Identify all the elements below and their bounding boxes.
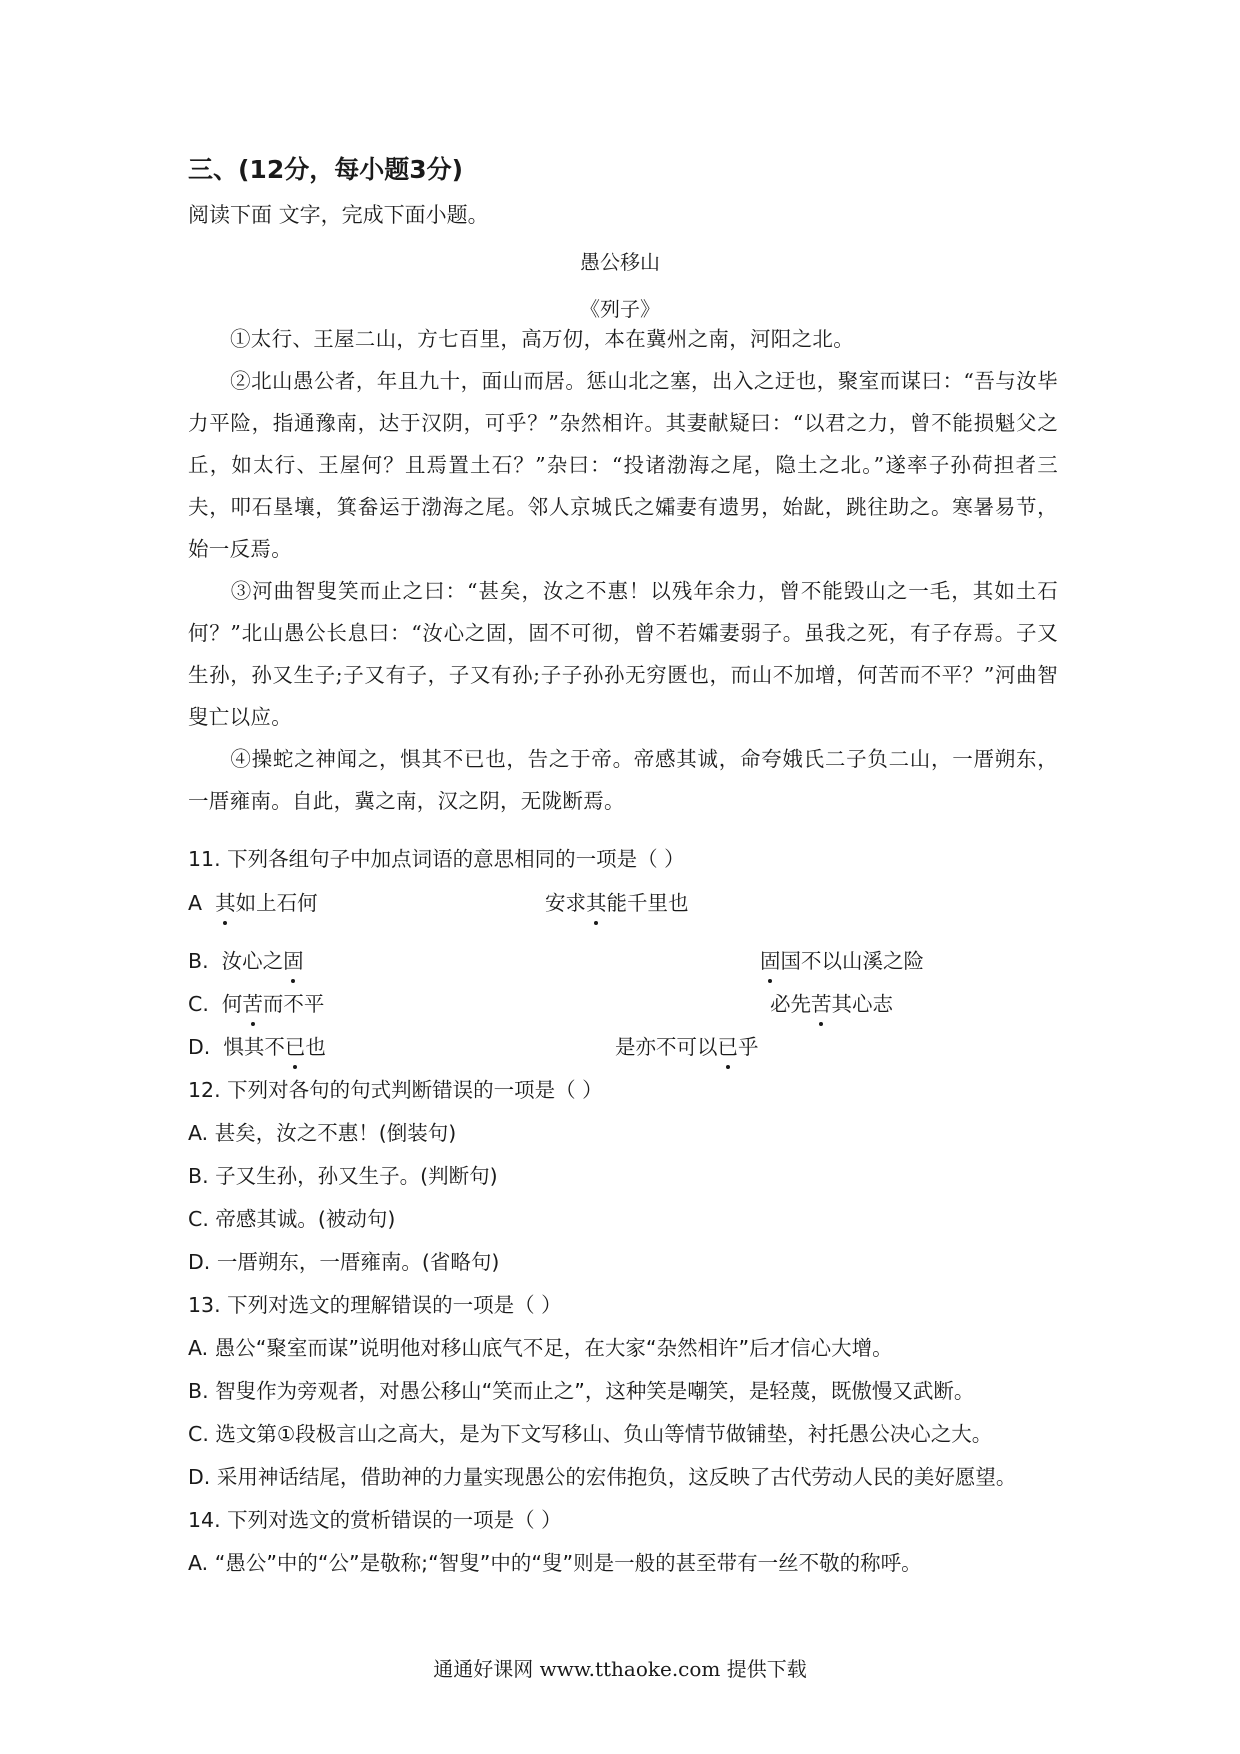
passage-paragraph-3: ③河曲智叟笑而止之曰：“甚矣，汝之不惠！以残年余力，曾不能毁山之一毛，其如土石何？”北山愚公长息曰：“汝心之固，固不可彻，曾不若孀妻弱子。虽我之死，有子存焉。子又生孙，孙又生子;子又有子，子又有孙;子子孙孙无穷匮也，而山不加增，何苦而不平？”河曲智叟亡以应。: [188, 579, 1058, 729]
q12-option-b: B. 子又生孙，孙又生子。(判断句): [188, 1164, 498, 1188]
q11-option-c-right: 必先苦其心志: [770, 987, 893, 1017]
q11-option-a-left: A 其如上石何: [188, 886, 318, 916]
question-11-stem: 11. 下列各组句子中加点词语的意思相同的一项是（ ）: [188, 847, 685, 871]
q11-option-d-right: 是亦不可以已乎: [615, 1030, 759, 1060]
passage-paragraph-2: ②北山愚公者，年且九十，面山而居。惩山北之塞，出入之迂也，聚室而谋曰：“吾与汝毕力平险，指通豫南，达于汉阴，可乎？”杂然相许。其妻献疑曰：“以君之力，曾不能损魁父之丘，如太行、王屋何？且焉置土石？”杂曰：“投诸渤海之尾，隐土之北。”遂率子孙荷担者三夫，叩石垦壤，箕畚运于渤海之尾。邻人京城氏之孀妻有遗男，始龀，跳往助之。寒暑易节，始一反焉。: [188, 369, 1058, 561]
reading-instruction: 阅读下面 文字，完成下面小题。: [188, 203, 489, 227]
passage-paragraph-1: ①太行、王屋二山，方七百里，高万仞，本在冀州之南，河阳之北。: [230, 327, 854, 351]
q11-option-c-left: C. 何苦而不平: [188, 987, 324, 1017]
section-heading: 三、(12分，每小题3分): [188, 155, 464, 184]
q13-option-d: D. 采用神话结尾，借助神的力量实现愚公的宏伟抱负，这反映了古代劳动人民的美好愿望。: [188, 1465, 1017, 1489]
q12-option-d: D. 一厝朔东，一厝雍南。(省略句): [188, 1250, 500, 1274]
q13-option-b: B. 智叟作为旁观者，对愚公移山“笑而止之”，这种笑是嘲笑，是轻蔑，既傲慢又武断。: [188, 1379, 975, 1403]
passage-paragraph-4: ④操蛇之神闻之，惧其不已也，告之于帝。帝感其诚，命夸娥氏二子负二山，一厝朔东，一厝雍南。自此，冀之南，汉之阴，无陇断焉。: [188, 747, 1058, 813]
q11-option-a-right: 安求其能千里也: [545, 886, 689, 916]
q12-option-a: A. 甚矣，汝之不惠！(倒装句): [188, 1121, 457, 1145]
question-12-stem: 12. 下列对各句的句式判断错误的一项是（ ）: [188, 1078, 603, 1102]
q13-option-a: A. 愚公“聚室而谋”说明他对移山底气不足，在大家“杂然相许”后才信心大增。: [188, 1336, 893, 1360]
q12-option-c: C. 帝感其诚。(被动句): [188, 1207, 396, 1231]
q14-option-a: A. “愚公”中的“公”是敬称;“智叟”中的“叟”则是一般的甚至带有一丝不敬的称呼。: [188, 1551, 922, 1575]
question-14-stem: 14. 下列对选文的赏析错误的一项是（ ）: [188, 1508, 562, 1532]
q11-option-b-right: 固国不以山溪之险: [760, 944, 924, 974]
page-footer: 通通好课网 www.tthaoke.com 提供下载: [433, 1657, 807, 1681]
q11-option-d-left: D. 惧其不已也: [188, 1030, 326, 1060]
passage-source: 《列子》: [580, 297, 660, 321]
passage-title: 愚公移山: [580, 250, 660, 274]
q11-option-b-left: B. 汝心之固: [188, 944, 304, 974]
q13-option-c: C. 选文第①段极言山之高大，是为下文写移山、负山等情节做铺垫，衬托愚公决心之大。: [188, 1422, 993, 1446]
question-13-stem: 13. 下列对选文的理解错误的一项是（ ）: [188, 1293, 562, 1317]
